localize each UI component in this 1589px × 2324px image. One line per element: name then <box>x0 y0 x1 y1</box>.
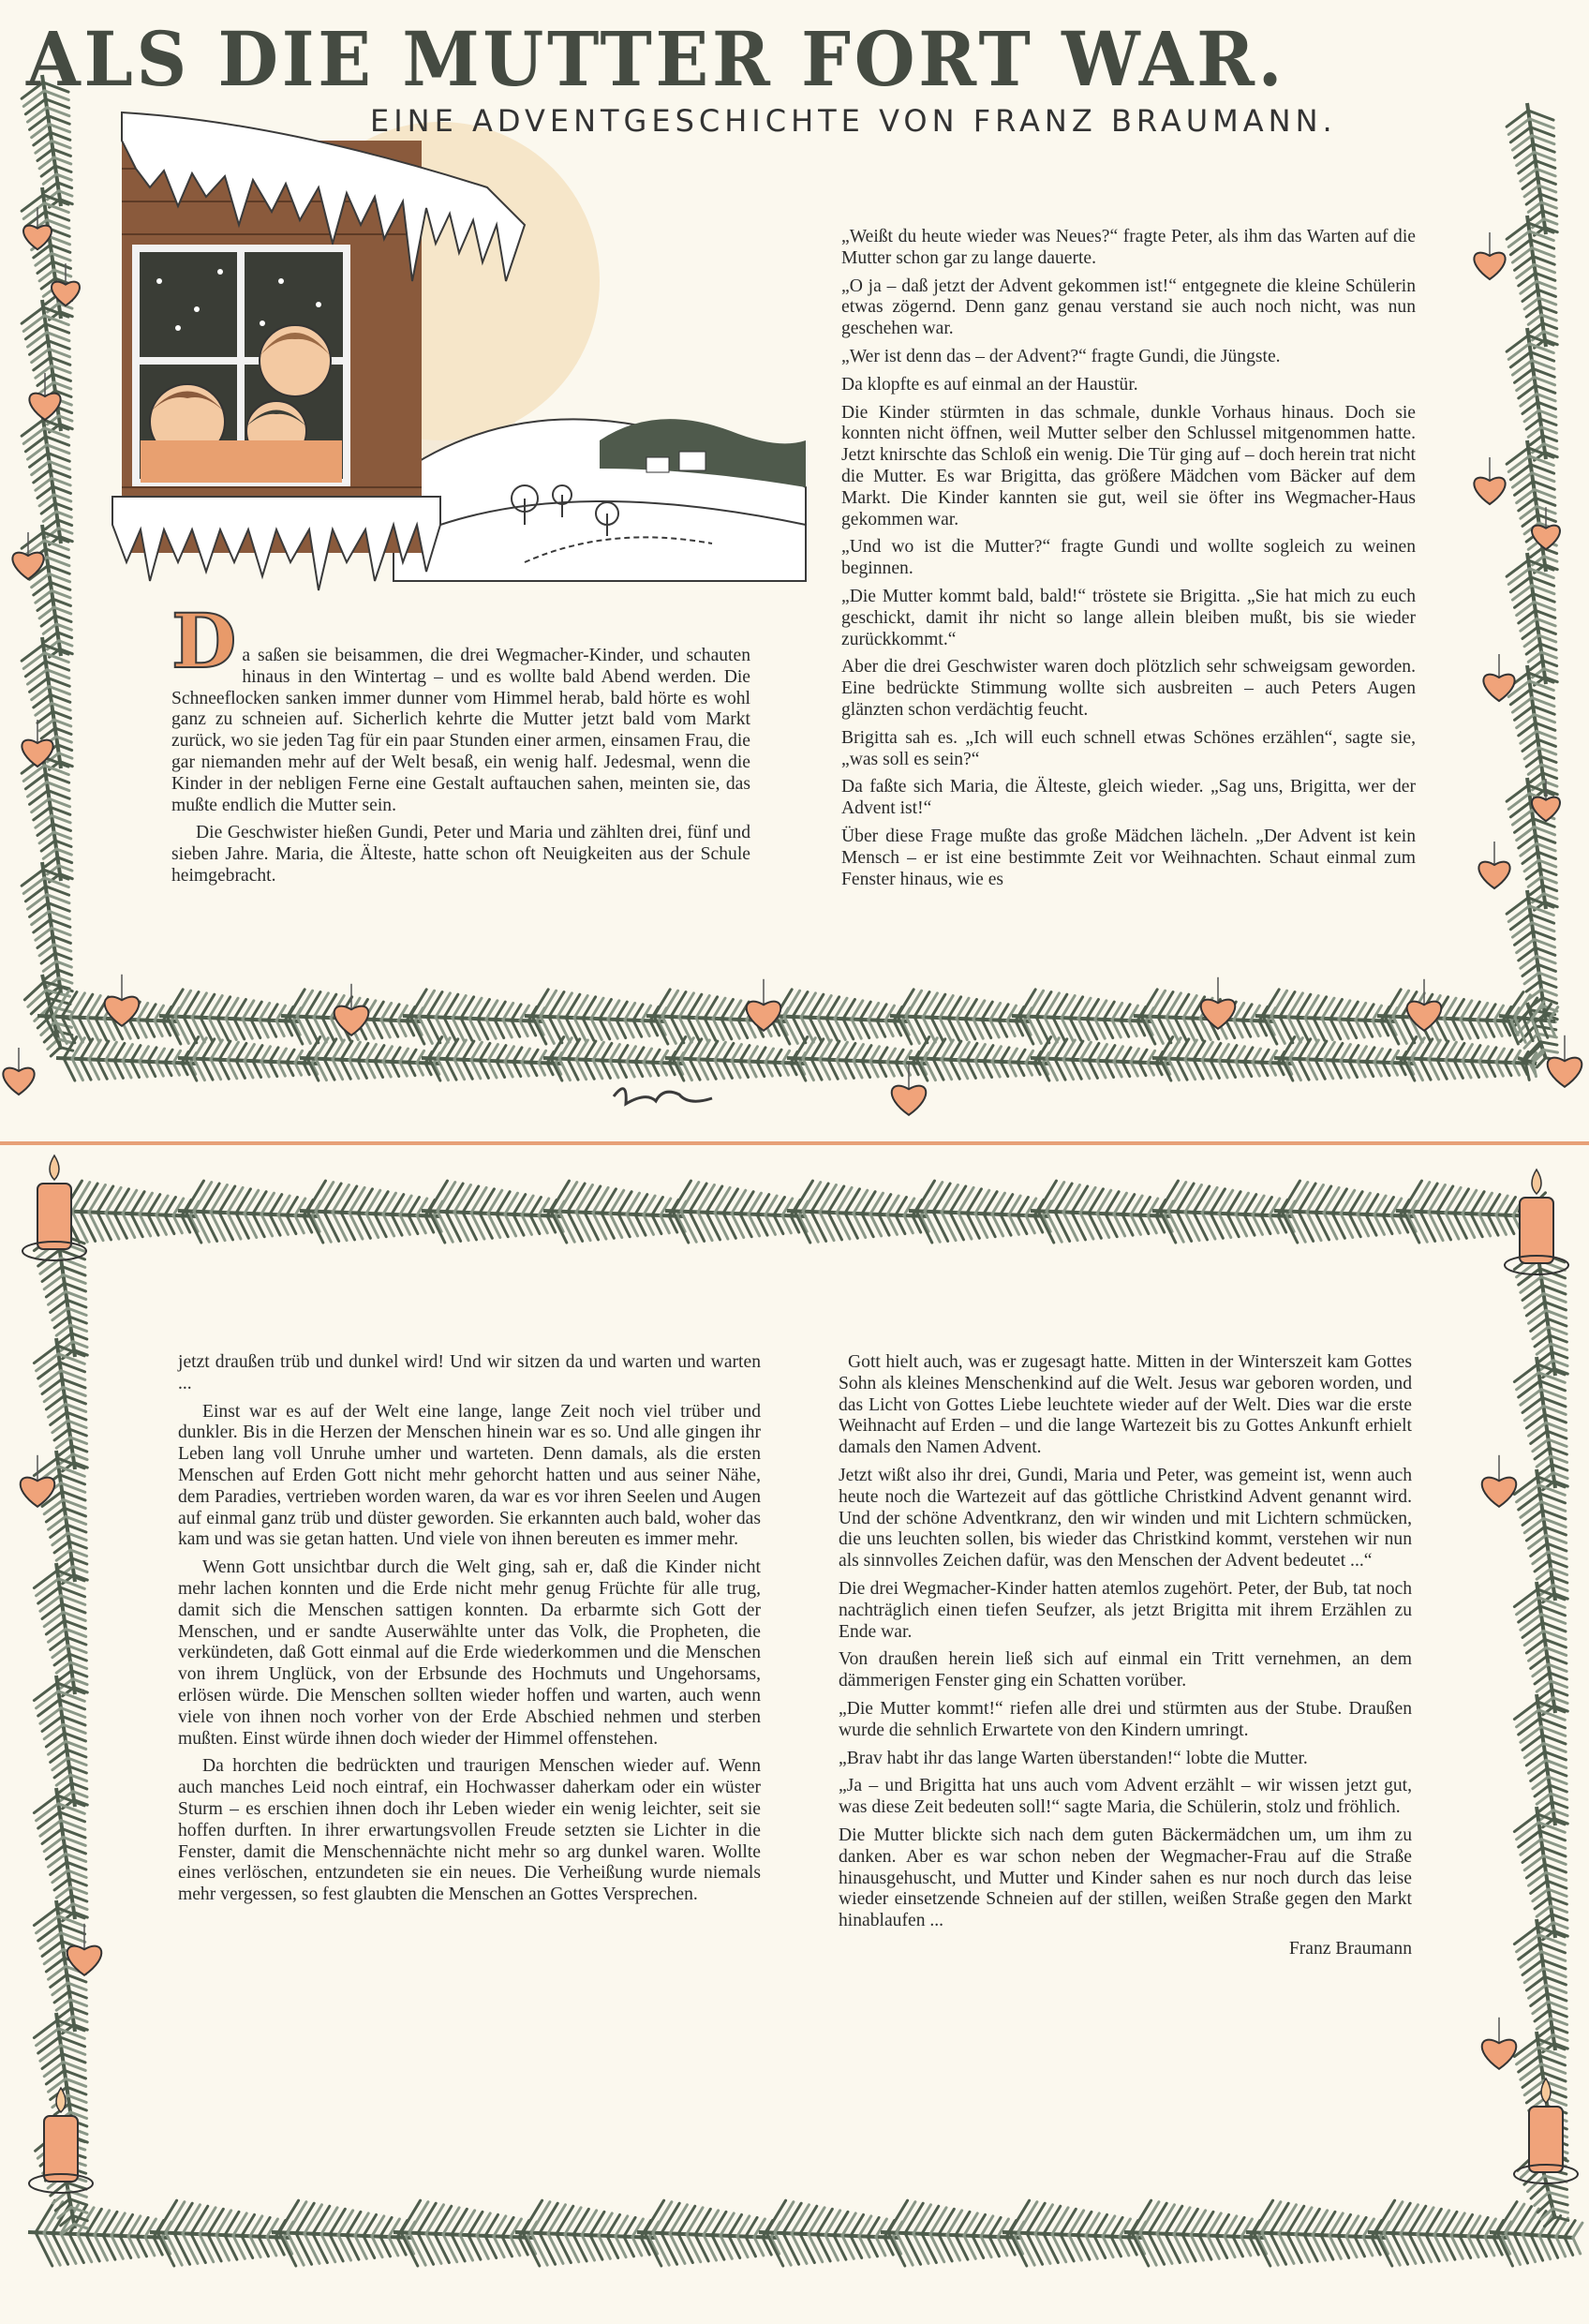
fir-branch-icon <box>909 1181 1051 1243</box>
paragraph: Aber die drei Geschwister waren doch plötzlich sehr schweigsam geworden. Eine bedrückte Stimmung wollte sich ausbreiten – auch Peters Augen glänzten schon verdächtig feucht. <box>841 657 1416 720</box>
candle-icon <box>22 1155 86 1260</box>
fir-branch-icon <box>34 1338 87 1471</box>
fir-branch-icon <box>300 1181 442 1243</box>
heart-ornament-icon <box>67 1946 102 1975</box>
fir-branch-icon <box>56 1181 199 1243</box>
heart-ornament-icon <box>1482 2040 1517 2069</box>
text-column-left <box>178 1352 761 1913</box>
fir-branch-icon <box>34 1563 87 1696</box>
paragraph: Da faßte sich Maria, die Älteste, gleich wieder. „Sag uns, Brigitta, wer der Advent ist!“ <box>841 777 1416 819</box>
story-title: ALS DIE MUTTER FORT WAR. <box>26 15 1286 103</box>
paragraph: Einst war es auf der Welt eine lange, lange Zeit noch viel trüber und dunkler. Bis in die Herzen der Menschen hinein war es so. Und alle gingen ihr Leben lang voll Unruhe umher und warteten. Denn damals, als die ersten Menschen auf Erden Gott nicht mehr gehorcht hatten und aus seiner Nähe, dem Paradies, vertrieben worden waren, da war es vor ihren Seelen und Augen auf einmal ganz trüb und düster geworden. Sie erkannten auch bald, woher das kam und was sie getan hatten. Und viele von ihnen bereuten es immer mehr. <box>178 1401 761 1550</box>
page-one <box>0 0 1589 1139</box>
fir-branch-icon <box>178 1181 320 1243</box>
paragraph: Die Mutter blickte sich nach dem guten Bäckermädchen um, um ihm zu danken. Aber es war schon neben der Wegmacher-Frau auf die Straße hinausgehuscht, und Mutter und Kinder sahen es nur noch durch das leise wieder einsetzende Schneien auf der stillen, weißen Straße gegen den Markt hinablaufen ... <box>839 1825 1412 1931</box>
heart-ornament-icon <box>1482 1478 1517 1507</box>
paragraph: Brigitta sah es. „Ich will euch schnell etwas Schönes erzählen“, sagte sie, „was soll es sein?“ <box>841 727 1416 769</box>
page-two <box>0 1151 1589 2324</box>
fir-branch-icon <box>787 1181 929 1243</box>
paragraph: „Weißt du heute wieder was Neues?“ fragte Peter, als ihm das Warten auf die Mutter schon gar zu lange dauerte. <box>841 227 1416 268</box>
paragraph: Wenn Gott unsichtbar durch die Welt ging, sah er, daß die Kinder nicht mehr lachen konnten und die Erde nicht mehr genug Früchte für alle trug, damit sich die Menschen sattigen konnten. Da erbarmte sich Gott der Menschen, und er sandte Auserwählte unter das Volk, die Propheten, die verkündeten, daß Gott einmal auf die Erde wiederkommen und die Menschen von ihrem Unglück, von der Erbsunde des Hochmuts und Ungehorsams, erlösen würde. Die Menschen sollten wieder hoffen und warten, auch wenn viele von ihnen noch vorher von der Erde Abschied nehmen und sterben mußten. Einst würde ihnen doch wieder der Himmel offenstehen. <box>178 1557 761 1749</box>
candle-icon <box>1505 1169 1568 1274</box>
fir-branch-icon <box>1514 1694 1567 1827</box>
paragraph: „Brav habt ihr das lange Warten überstanden!“ lobte die Mutter. <box>839 1748 1308 1768</box>
fir-branch-icon <box>1514 1469 1567 1602</box>
author-signature: Franz Braumann <box>1288 1938 1412 1959</box>
fir-branch-icon <box>1152 1181 1295 1243</box>
paragraph: Gott hielt auch, was er zugesagt hatte. Mitten in der Winterszeit kam Gottes Sohn als kleines Menschenkind auf die Welt. Jesus war geboren worden, und das Licht von Gottes Liebe leuchtete wieder auf der Welt. Dies war die erste Weihnacht auf Erden – und die lange Wartezeit bis zu Gottes Ankunft erhielt damals den Namen Advent. <box>839 1352 1412 1458</box>
paragraph: Von draußen herein ließ sich auf einmal ein Tritt vernehmen, an dem dämmerigen Fenster ging ein Schatten vorüber. <box>839 1649 1412 1691</box>
paragraph: Die Geschwister hießen Gundi, Peter und Maria und zählten drei, fünf und sieben Jahre. Maria, die Älteste, hatte schon oft Neuigkeiten aus der Schule heimgebracht. <box>171 823 750 886</box>
fir-branch-icon <box>1514 1919 1567 2052</box>
fir-branch-icon <box>34 1451 87 1584</box>
fir-branch-icon <box>665 1181 808 1243</box>
artist-signature-icon <box>0 0 1589 1139</box>
fir-branch-icon <box>1274 1181 1417 1243</box>
paragraph: Jetzt wißt also ihr drei, Gundi, Maria und Peter, was gemeint ist, wenn auch heute noch die Wartezeit auf das göttliche Christkind Advent genannt wird. Und der schöne Adventkranz, den wir winden und mit Lichtern schmücken, die uns leuchten sollen, bis wieder das Christkind kommt, verstehen wir nun als sinnvolles Zeichen dafür, was den Menschen der Advent bedeutet ...“ <box>839 1465 1412 1572</box>
paragraph: jetzt draußen trüb und dunkel wird! Und wir sitzen da und warten und warten ... <box>178 1352 761 1393</box>
paragraph: „Die Mutter kommt!“ riefen alle drei und stürmten aus der Stube. Draußen wurde die sehnlich Erwartete von den Kindern umringt. <box>839 1698 1412 1740</box>
paragraph: Da klopfte es auf einmal an der Haustür. <box>841 374 1138 395</box>
paragraph: „O ja – daß jetzt der Advent gekommen ist!“ entgegnete die kleine Schülerin etwas zögernd. Denn ganz genau verstand sie auch noch nicht, was nun geschehen war. <box>841 276 1416 339</box>
drop-cap: D <box>171 597 237 685</box>
fir-branch-icon <box>34 1788 87 1921</box>
fir-branch-icon <box>1514 1582 1567 1715</box>
paragraph: Die Kinder stürmten in das schmale, dunkle Vorhaus hinaus. Doch sie konnten nicht öffnen, weil Mutter selber den Schlussel mitgenommen hatte. Jetzt knirschte das Schloß ein wenig. Die Tür ging auf – doch herein trat nicht die Mutter. Es war Brigitta, das größere Mädchen vom Bäcker auf dem Markt. Die Kinder kannten sie gut, weil sie öfter ins Wegmacher-Haus gekommen war. <box>841 402 1416 529</box>
paragraph: „Und wo ist die Mutter?“ fragte Gundi und wollte sogleich zu weinen beginnen. <box>841 537 1416 579</box>
fir-branch-icon <box>422 1181 564 1243</box>
story-subtitle: EINE ADVENTGESCHICHTE VON FRANZ BRAUMANN. <box>370 103 1337 139</box>
text-column-right <box>839 1352 1412 1967</box>
paragraph: „Die Mutter kommt bald, bald!“ tröstete sie Brigitta. „Sie hat mich zu euch geschickt, damit ihr nicht so lange allein bleiben mußt, bis sie wieder zurückkommt.“ <box>841 586 1416 649</box>
fir-branch-icon <box>1396 1181 1538 1243</box>
fir-branch-icon <box>34 1676 87 1809</box>
paragraph: „Wer ist denn das – der Advent?“ fragte Gundi, die Jüngste. <box>841 346 1281 366</box>
fir-branch-icon <box>1514 1357 1567 1490</box>
paragraph: „Ja – und Brigitta hat uns auch vom Advent erzählt – wir wissen jetzt gut, was diese Zeit bedeuten soll!“ sagte Maria, die Schülerin, stolz und fröhlich. <box>839 1776 1412 1818</box>
paragraph: Da horchten die bedrückten und traurigen Menschen wieder auf. Wenn auch manches Leid noch eintraf, ein Hochwasser daherkam oder ein wüster Sturm – es erschien ihnen doch ihr Leben wieder ein wenig leichter, seit sie hoffen durften. In ihrer erwartungsvollen Freude setzten sie Lichter in die Fenster, damit die Menschennächte nicht mehr so arg dunkel waren. Wollte eines verlöschen, entzundeten sie ein neues. Die Verheißung wurde niemals mehr vergessen, so fest glaubten die Menschen an Gottes Versprechen. <box>178 1756 761 1905</box>
fir-branch-icon <box>1031 1181 1173 1243</box>
paragraph: Die drei Wegmacher-Kinder hatten atemlos zugehört. Peter, der Bub, tat noch nachträglich einen tiefen Seufzer, als jetzt Brigitta mit ihrem Erzählen zu Ende war. <box>839 1578 1412 1642</box>
page-separator <box>0 1141 1589 1145</box>
fir-branch-icon <box>1514 1244 1567 1378</box>
paragraph: Über diese Frage mußte das große Mädchen lächeln. „Der Advent ist kein Mensch – er ist eine bestimmte Zeit vor Weihnachten. Schaut einmal zum Fenster hinaus, wie es <box>841 826 1416 889</box>
fir-branch-icon <box>543 1181 686 1243</box>
fir-branch-icon <box>1514 1807 1567 1940</box>
paragraph-text: a saßen sie beisammen, die drei Wegmacher-Kinder, und schauten hinaus in den Wintertag – und es wollte bald Abend werden. Die Schneeflocken sanken immer dunner vom Himmel herab, bald hörte es wohl ganz zu schneien auf. Sicherlich kehrte die Mutter jetzt bald vom Markt zurück, wo sie jeden Tag für ein paar Stunden einer armen, einsamen Frau, die gar niemanden mehr auf der Welt besaß, ein wenig half. Jedesmal, wenn die Kinder in der nebligen Ferne eine Gestalt auftauchen sahen, meinten sie, das mußte endlich die Mutter sein. <box>171 646 750 815</box>
